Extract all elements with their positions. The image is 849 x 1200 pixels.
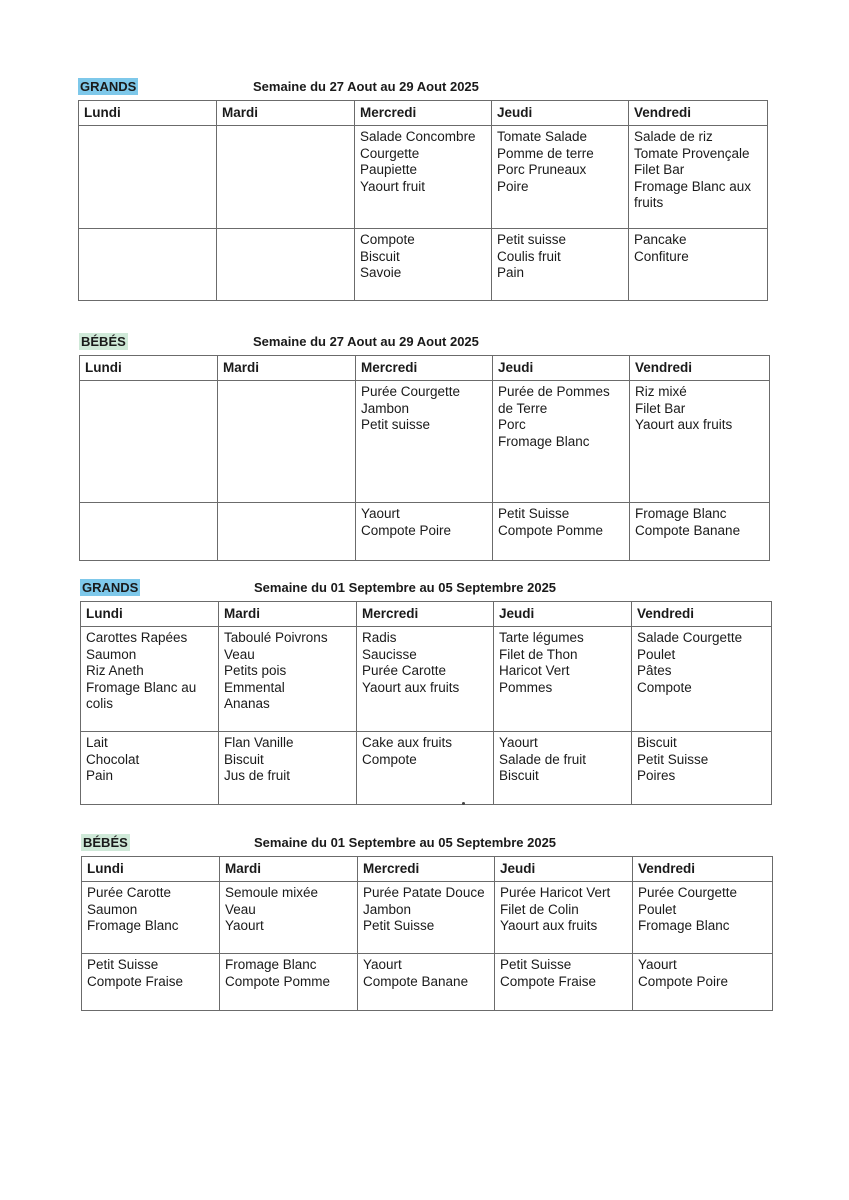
lunch-cell-mardi [217, 126, 355, 229]
menu-item: Petit suisse [361, 417, 431, 432]
menu-item: Compote Fraise [500, 973, 597, 989]
menu-item: de Terre [498, 400, 548, 416]
day-header-mardi: Mardi [217, 101, 355, 126]
menu-item: Salade Concombre [360, 129, 476, 144]
menu-item: Petit Suisse [637, 751, 709, 767]
snack-cell-jeudi [492, 229, 629, 301]
menu-item: Porc Pruneaux [497, 162, 587, 177]
menu-item: Fromage Blanc au [86, 679, 197, 695]
menu-item: Salade de riz [634, 129, 713, 144]
snack-row [81, 732, 772, 805]
menu-item: Ananas [224, 696, 270, 711]
week-title: Semaine du 01 Septembre au 05 Septembre 2025 [254, 580, 557, 595]
menu-item: Yaourt [361, 506, 400, 521]
lunch-cell-jeudi [492, 126, 629, 229]
menu-item: Petit Suisse [498, 506, 570, 521]
menu-item: Compote Banane [635, 522, 741, 538]
day-header-lundi: Lundi [80, 356, 218, 381]
menu-item: Taboulé Poivrons [224, 630, 328, 645]
lunch-cell-lundi [81, 627, 219, 732]
lunch-cell-vendredi [629, 126, 768, 229]
menu-item: Purée Patate Douce [363, 885, 485, 900]
day-header-jeudi: Jeudi [494, 602, 632, 627]
menu-item: Yaourt [225, 918, 264, 933]
menu-item: Jambon [361, 400, 410, 416]
menu-item: Salade de fruit [499, 751, 587, 767]
week-title: Semaine du 27 Aout au 29 Aout 2025 [253, 334, 479, 349]
menu-item: Fromage Blanc [87, 918, 179, 933]
menu-item: Poires [637, 768, 676, 783]
day-header-mardi: Mardi [219, 602, 357, 627]
lunch-cell-lundi [79, 126, 217, 229]
day-header-mardi: Mardi [218, 356, 356, 381]
snack-row [82, 954, 773, 1011]
menu-item: Tarte légumes [499, 630, 584, 645]
menu-item: Filet Bar [635, 400, 686, 416]
menu-item: Salade Courgette [637, 630, 743, 645]
lunch-cell-jeudi [495, 882, 633, 954]
menu-item: Compote Poire [638, 973, 729, 989]
menu-item: Poire [497, 178, 529, 194]
menu-item: Jus de fruit [224, 768, 291, 783]
menu-item: Petit Suisse [500, 957, 572, 972]
day-header-vendredi: Vendredi [633, 857, 773, 882]
menu-item: Biscuit [360, 248, 400, 264]
snack-cell-lundi [82, 954, 220, 1011]
lunch-cell-jeudi [493, 381, 630, 503]
snack-cell-mercredi [357, 732, 494, 805]
lunch-row [79, 126, 768, 229]
menu-item: Carottes Rapées [86, 630, 188, 645]
day-header-row [81, 602, 772, 627]
lunch-cell-vendredi [632, 627, 772, 732]
menu-item: Compote Fraise [87, 973, 184, 989]
week-title: Semaine du 27 Aout au 29 Aout 2025 [253, 79, 479, 94]
menu-item: Compote Pomme [225, 973, 331, 989]
menu-item: Yaourt [638, 957, 677, 972]
lunch-cell-mercredi [358, 882, 495, 954]
menu-item: Compote [362, 751, 417, 767]
day-header-row [80, 356, 770, 381]
menu-item: Confiture [634, 248, 689, 264]
menu-item: Saucisse [362, 646, 417, 662]
menu-item: Purée Carotte [362, 663, 447, 678]
menu-item: Yaourt aux fruits [362, 679, 460, 695]
lunch-cell-mercredi [356, 381, 493, 503]
menu-item: Filet de Colin [500, 901, 579, 917]
snack-cell-mercredi [355, 229, 492, 301]
lunch-cell-mardi [219, 627, 357, 732]
snack-cell-mardi [220, 954, 358, 1011]
menu-table [80, 601, 772, 805]
menu-item: Petit Suisse [87, 957, 159, 972]
menu-item: Purée de Pommes [498, 384, 610, 399]
menu-item: Pomme de terre [497, 145, 594, 161]
menu-item: Petit suisse [497, 232, 567, 247]
menu-item: Compote [360, 232, 415, 247]
day-header-lundi: Lundi [81, 602, 219, 627]
snack-cell-jeudi [493, 503, 630, 561]
snack-row [79, 229, 768, 301]
menu-item: Saumon [87, 901, 138, 917]
day-header-vendredi: Vendredi [632, 602, 772, 627]
day-header-jeudi: Jeudi [493, 356, 630, 381]
menu-item: Fromage Blanc [498, 433, 590, 449]
menu-item: Riz mixé [635, 384, 687, 399]
day-header-vendredi: Vendredi [629, 101, 768, 126]
menu-item: Tomate Provençale [634, 145, 750, 161]
lunch-cell-vendredi [633, 882, 773, 954]
lunch-row [82, 882, 773, 954]
lunch-cell-mardi [220, 882, 358, 954]
snack-cell-lundi [81, 732, 219, 805]
menu-item: Cake aux fruits [362, 735, 453, 750]
menu-item: Fromage Blanc [635, 506, 727, 521]
menu-item: Petit Suisse [363, 918, 435, 933]
menu-item: Purée Courgette [361, 384, 461, 399]
day-header-row [79, 101, 768, 126]
snack-cell-jeudi [494, 732, 632, 805]
menu-item: Flan Vanille [224, 735, 294, 750]
menu-item: Compote Poire [361, 522, 452, 538]
menu-item: Radis [362, 630, 397, 645]
day-header-mercredi: Mercredi [357, 602, 494, 627]
menu-item: Chocolat [86, 751, 140, 767]
menu-table [81, 856, 773, 1011]
day-header-lundi: Lundi [79, 101, 217, 126]
day-header-mercredi: Mercredi [355, 101, 492, 126]
menu-item: Emmental [224, 679, 285, 695]
menu-item: Paupiette [360, 162, 418, 177]
menu-item: Riz Aneth [86, 663, 144, 678]
group-tag: GRANDS [80, 79, 137, 94]
day-header-mardi: Mardi [220, 857, 358, 882]
menu-item: Yaourt [363, 957, 402, 972]
lunch-row [80, 381, 770, 503]
menu-item: Pancake [634, 232, 687, 247]
menu-item: Pain [86, 768, 114, 783]
snack-cell-vendredi [632, 732, 772, 805]
snack-cell-mercredi [358, 954, 495, 1011]
lunch-cell-lundi [80, 381, 218, 503]
menu-table [78, 100, 768, 301]
menu-item: Tomate Salade [497, 129, 588, 144]
menu-item: Haricot Vert [499, 663, 570, 678]
menu-table [79, 355, 770, 561]
snack-cell-lundi [79, 229, 217, 301]
menu-item: colis [86, 696, 114, 711]
menu-item: fruits [634, 195, 664, 210]
day-header-jeudi: Jeudi [492, 101, 629, 126]
day-header-vendredi: Vendredi [630, 356, 770, 381]
menu-item: Veau [225, 901, 256, 917]
menu-item: Biscuit [499, 768, 539, 783]
menu-item: Coulis fruit [497, 248, 561, 264]
menu-item: Compote Banane [363, 973, 469, 989]
day-header-mercredi: Mercredi [358, 857, 495, 882]
menu-item: Purée Haricot Vert [500, 885, 611, 900]
lunch-cell-lundi [82, 882, 220, 954]
lunch-cell-jeudi [494, 627, 632, 732]
week-title: Semaine du 01 Septembre au 05 Septembre 2025 [254, 835, 557, 850]
menu-item: Biscuit [637, 735, 677, 750]
lunch-cell-mercredi [355, 126, 492, 229]
snack-cell-mercredi [356, 503, 493, 561]
menu-item: Veau [224, 646, 255, 662]
snack-cell-mardi [217, 229, 355, 301]
menu-item: Yaourt aux fruits [500, 918, 598, 933]
snack-cell-vendredi [629, 229, 768, 301]
menu-item: Filet de Thon [499, 646, 578, 662]
menu-item: Savoie [360, 265, 402, 280]
lunch-cell-vendredi [630, 381, 770, 503]
menu-item: Petits pois [224, 663, 287, 678]
menu-item: Compote [637, 679, 692, 695]
menu-item: Pâtes [637, 663, 672, 678]
menu-item: Courgette [360, 145, 420, 161]
menu-item: Fromage Blanc [638, 918, 730, 933]
menu-item: Yaourt aux fruits [635, 417, 733, 432]
menu-item: Fromage Blanc aux [634, 178, 752, 194]
menu-item: Jambon [363, 901, 412, 917]
menu-item: Compote Pomme [498, 522, 604, 538]
menu-item: Filet Bar [634, 162, 685, 177]
menu-item: Biscuit [224, 751, 264, 767]
menu-item: Porc [498, 417, 526, 432]
menu-item: Semoule mixée [225, 885, 319, 900]
group-tag: BÉBÉS [83, 835, 128, 850]
day-header-mercredi: Mercredi [356, 356, 493, 381]
menu-item: Fromage Blanc [225, 957, 317, 972]
day-header-lundi: Lundi [82, 857, 220, 882]
group-tag: BÉBÉS [81, 334, 126, 349]
scan-speck [462, 802, 465, 805]
snack-cell-mardi [218, 503, 356, 561]
menu-item: Poulet [638, 901, 677, 917]
snack-cell-mardi [219, 732, 357, 805]
lunch-cell-mardi [218, 381, 356, 503]
lunch-row [81, 627, 772, 732]
menu-item: Yaourt fruit [360, 178, 426, 194]
menu-item: Lait [86, 735, 108, 750]
snack-row [80, 503, 770, 561]
day-header-jeudi: Jeudi [495, 857, 633, 882]
menu-item: Yaourt [499, 735, 538, 750]
menu-item: Saumon [86, 646, 137, 662]
menu-item: Pommes [499, 679, 553, 695]
snack-cell-vendredi [630, 503, 770, 561]
menu-item: Purée Courgette [638, 885, 738, 900]
snack-cell-jeudi [495, 954, 633, 1011]
menu-item: Poulet [637, 646, 676, 662]
menu-item: Purée Carotte [87, 885, 172, 900]
menu-item: Pain [497, 265, 525, 280]
group-tag: GRANDS [82, 580, 139, 595]
lunch-cell-mercredi [357, 627, 494, 732]
day-header-row [82, 857, 773, 882]
snack-cell-vendredi [633, 954, 773, 1011]
snack-cell-lundi [80, 503, 218, 561]
